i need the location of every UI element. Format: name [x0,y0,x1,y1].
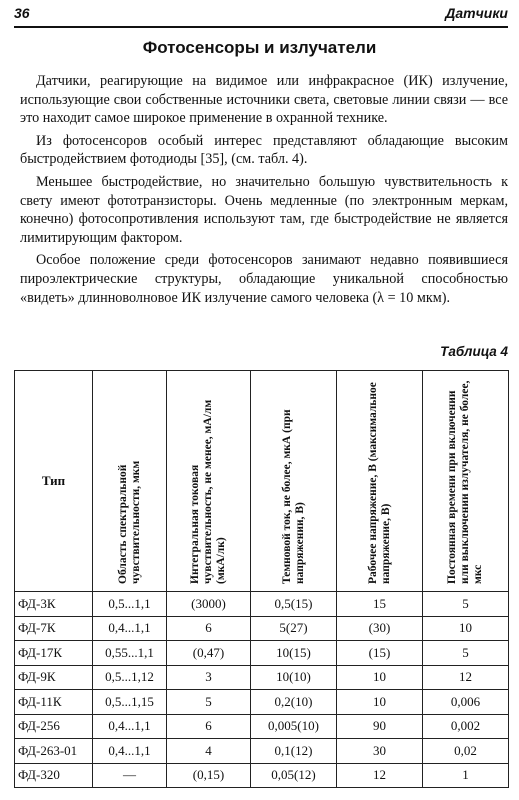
table-cell: 0,5...1,15 [93,690,167,715]
column-header-cell [167,371,251,592]
paragraph: Датчики, реагирующие на видимое или инфракрасное (ИК) излучение, использующие свои собственные источники света, световые линии связи — все это находит самое широкое применение в охранной технике. [20,73,508,127]
table-row [15,739,509,764]
table-cell: 4 [167,739,251,764]
table-cell: (0,15) [167,763,251,788]
table-cell: 0,1(12) [251,739,337,764]
table-cell: (15) [337,641,423,666]
table-row [15,690,509,715]
table-cell: 12 [337,763,423,788]
table-cell: ФД-17К [15,641,93,666]
table-cell: ФД-7К [15,616,93,641]
paragraph: Меньшее быстродействие, но значительно большую чувствительность к свету имеют фототранзисторы. Очень медленные (по электронным меркам, конечно) фотосопротивления используют там, где быстродействие не является лимитирующим фактором. [20,173,508,246]
table-cell: — [93,763,167,788]
table-cell: 0,4...1,1 [93,714,167,739]
table-cell: ФД-9К [15,665,93,690]
column-header: Рабочее напряжение, В (максимальное напряжение, В) [366,382,392,584]
table-cell: (30) [337,616,423,641]
table-row [15,665,509,690]
table-cell: 0,05(12) [251,763,337,788]
table-cell: 10 [423,616,509,641]
column-header-cell [93,371,167,592]
chapter-title: Фотосенсоры и излучатели [142,38,377,57]
table-cell: 0,4...1,1 [93,739,167,764]
table-cell: 10(15) [251,641,337,666]
table-cell: 3 [167,665,251,690]
table-cell: 1 [423,763,509,788]
table-cell: 0,4...1,1 [93,616,167,641]
table-cell: 0,5...1,1 [93,592,167,617]
column-header-cell [337,371,423,592]
paragraph: Из фотосенсоров особый интерес представляют обладающие высоким быстродействием фотодиоды [35], (см. табл. 4). [20,132,508,168]
body-text [20,72,508,311]
table-row [15,763,509,788]
table-row [15,616,509,641]
column-header: Область спектральной чувствительности, мкм [116,460,142,584]
table-cell: ФД-3К [15,592,93,617]
column-header: Интегральная токовая чувствительность, не менее, мА/лм (мкА/лк) [189,399,227,584]
table-cell: ФД-256 [15,714,93,739]
column-header-cell [423,371,509,592]
table-cell: 0,5(15) [251,592,337,617]
table-cell: 5(27) [251,616,337,641]
table-cell: (0,47) [167,641,251,666]
table-cell: 12 [423,665,509,690]
page-number: 36 [14,5,30,21]
table-cell: 10 [337,690,423,715]
table-cell: 0,5...1,12 [93,665,167,690]
table-cell: 0,005(10) [251,714,337,739]
section-title: Датчики [445,5,508,21]
table-caption: Таблица 4 [440,344,508,359]
table-cell: 30 [337,739,423,764]
table-cell: (3000) [167,592,251,617]
table-cell: 0,55...1,1 [93,641,167,666]
table-cell: 10 [337,665,423,690]
table-cell: 0,006 [423,690,509,715]
table-cell: 5 [423,641,509,666]
table-cell: 0,02 [423,739,509,764]
table-cell: 6 [167,714,251,739]
table-cell: ФД-11К [15,690,93,715]
data-table [14,370,509,788]
column-header-cell [251,371,337,592]
table-cell: 10(10) [251,665,337,690]
column-header: Постоянная времени при включении или выключении излучателя, не более, мкс [446,380,484,584]
table-header-row [15,371,509,592]
table-cell: 0,002 [423,714,509,739]
page-header [14,4,508,28]
column-header: Темновой ток, не более, мкА (при напряжении, В) [280,409,306,584]
column-header: Тип [15,371,93,592]
table-row [15,641,509,666]
table-cell: 6 [167,616,251,641]
table-cell: ФД-320 [15,763,93,788]
table-cell: 90 [337,714,423,739]
table-cell: 15 [337,592,423,617]
table-row [15,592,509,617]
table-row [15,714,509,739]
table-cell: 5 [167,690,251,715]
table-cell: ФД-263-01 [15,739,93,764]
paragraph: Особое положение среди фотосенсоров занимают недавно появившиеся пироэлектрические структуры, обладающие уникальной способностью «видеть» длинноволновое ИК излучение самого человека (λ = 10 мкм). [20,252,508,306]
table-cell: 5 [423,592,509,617]
table-cell: 0,2(10) [251,690,337,715]
